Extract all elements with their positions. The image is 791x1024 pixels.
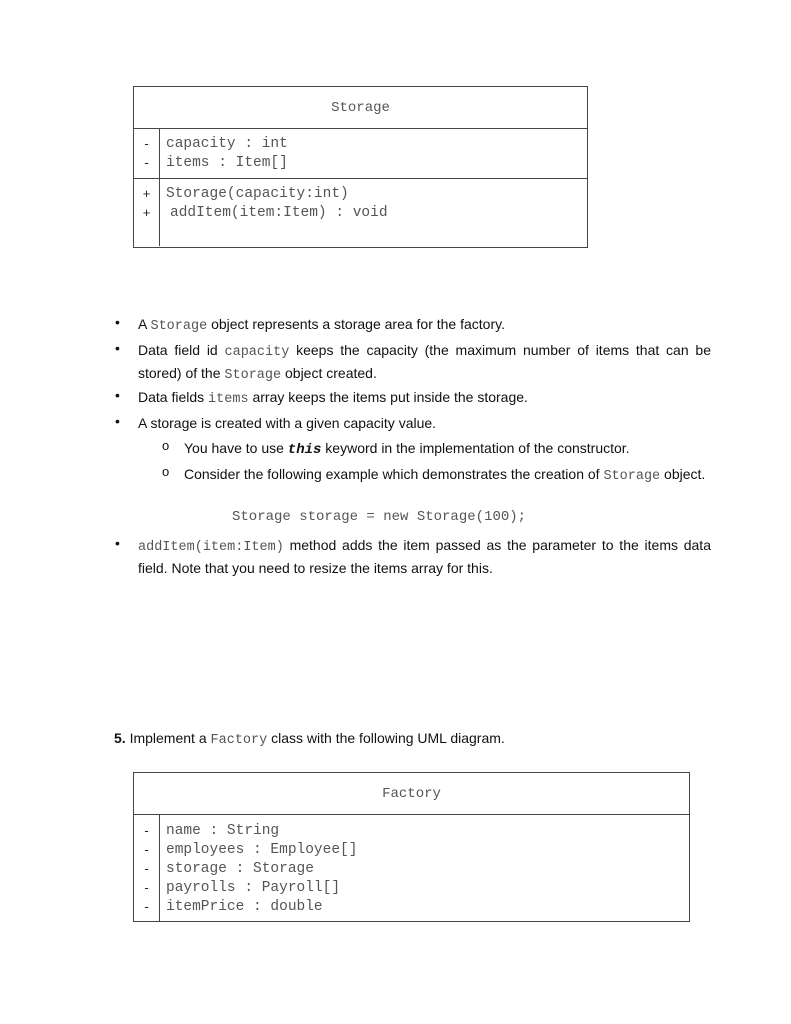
sub-bullet-item-2 — [184, 464, 711, 487]
private-marker: - — [144, 842, 149, 857]
sub-bullet-marker: o — [162, 438, 170, 453]
bullet-marker: • — [115, 340, 120, 356]
section-5-heading — [114, 728, 714, 751]
code-storage: Storage — [224, 368, 282, 383]
attribute-row — [134, 878, 689, 897]
attribute-row — [134, 859, 689, 878]
private-marker: - — [144, 899, 149, 914]
private-marker: - — [144, 823, 149, 838]
method-row — [134, 184, 587, 203]
method-text: Storage(capacity:int) — [166, 185, 349, 202]
method-text: addItem(item:Item) : void — [170, 204, 388, 221]
code-storage: Storage — [150, 319, 208, 334]
bullet-marker: • — [115, 314, 120, 330]
text: keyword in the implementation of the constructor. — [321, 440, 630, 456]
bullet-marker: • — [115, 535, 120, 551]
code-capacity: capacity — [224, 345, 290, 360]
attribute-text: storage : Storage — [166, 860, 314, 877]
storage-class-title: Storage — [134, 87, 587, 129]
factory-uml-diagram — [133, 772, 690, 922]
text: array keeps the items put inside the storage. — [248, 389, 528, 405]
text: A — [138, 316, 151, 332]
code-additem: addItem(item:Item) — [138, 540, 284, 555]
sub-bullet-marker: o — [162, 464, 170, 479]
attribute-row — [134, 153, 587, 172]
text: Consider the following example which demonstrates the creation of — [184, 466, 604, 482]
keyword-this: this — [287, 442, 322, 458]
attribute-row — [134, 840, 689, 859]
attribute-text: name : String — [166, 822, 280, 839]
public-marker: + — [142, 205, 151, 220]
bullet-item-4: A storage is created with a given capacity value. — [138, 415, 437, 431]
text: class with the following UML diagram. — [267, 730, 505, 746]
attribute-row — [134, 897, 689, 916]
bullet-item-5 — [138, 535, 711, 579]
section-number: 5. — [114, 730, 126, 746]
bullet-item-2 — [138, 340, 711, 386]
storage-methods-section — [134, 178, 587, 246]
text: keeps the capacity (the maximum number of items that can be stored) of the — [138, 342, 711, 381]
code-storage: Storage — [603, 469, 661, 484]
attribute-row — [134, 821, 689, 840]
storage-uml-diagram — [133, 86, 588, 248]
text: You have to use — [184, 440, 288, 456]
storage-attributes-section — [134, 129, 587, 178]
sub-bullet-item-1 — [184, 438, 711, 461]
attribute-text: employees : Employee[] — [166, 841, 358, 858]
public-marker: + — [142, 186, 151, 201]
text: Implement a — [125, 730, 211, 746]
attribute-text: itemPrice : double — [166, 898, 323, 915]
bullet-marker: • — [115, 387, 120, 403]
visibility-column — [134, 129, 160, 178]
bullet-item-3 — [138, 387, 711, 410]
private-marker: - — [144, 155, 149, 170]
code-factory: Factory — [210, 733, 268, 748]
private-marker: - — [144, 861, 149, 876]
visibility-column — [134, 815, 160, 921]
text: object represents a storage area for the factory. — [207, 316, 505, 332]
attribute-text: capacity : int — [166, 135, 288, 152]
factory-attributes-section — [134, 815, 689, 921]
method-row — [134, 203, 587, 222]
private-marker: - — [144, 136, 149, 151]
private-marker: - — [144, 880, 149, 895]
code-example: Storage storage = new Storage(100); — [232, 509, 527, 525]
code-items: items — [208, 392, 249, 407]
text: Data field id — [138, 342, 225, 358]
attribute-text: items : Item[] — [166, 154, 288, 171]
text: method adds the item passed as the parameter to the items data field. Note that you need to resize the items array for this. — [138, 537, 711, 576]
attribute-row — [134, 134, 587, 153]
text: Data fields — [138, 389, 209, 405]
text: object. — [660, 466, 706, 482]
text: object created. — [281, 365, 377, 381]
bullet-marker: • — [115, 413, 120, 429]
attribute-text: payrolls : Payroll[] — [166, 879, 341, 896]
visibility-column — [134, 179, 160, 246]
bullet-item-1 — [138, 314, 711, 337]
factory-class-title: Factory — [134, 773, 689, 815]
